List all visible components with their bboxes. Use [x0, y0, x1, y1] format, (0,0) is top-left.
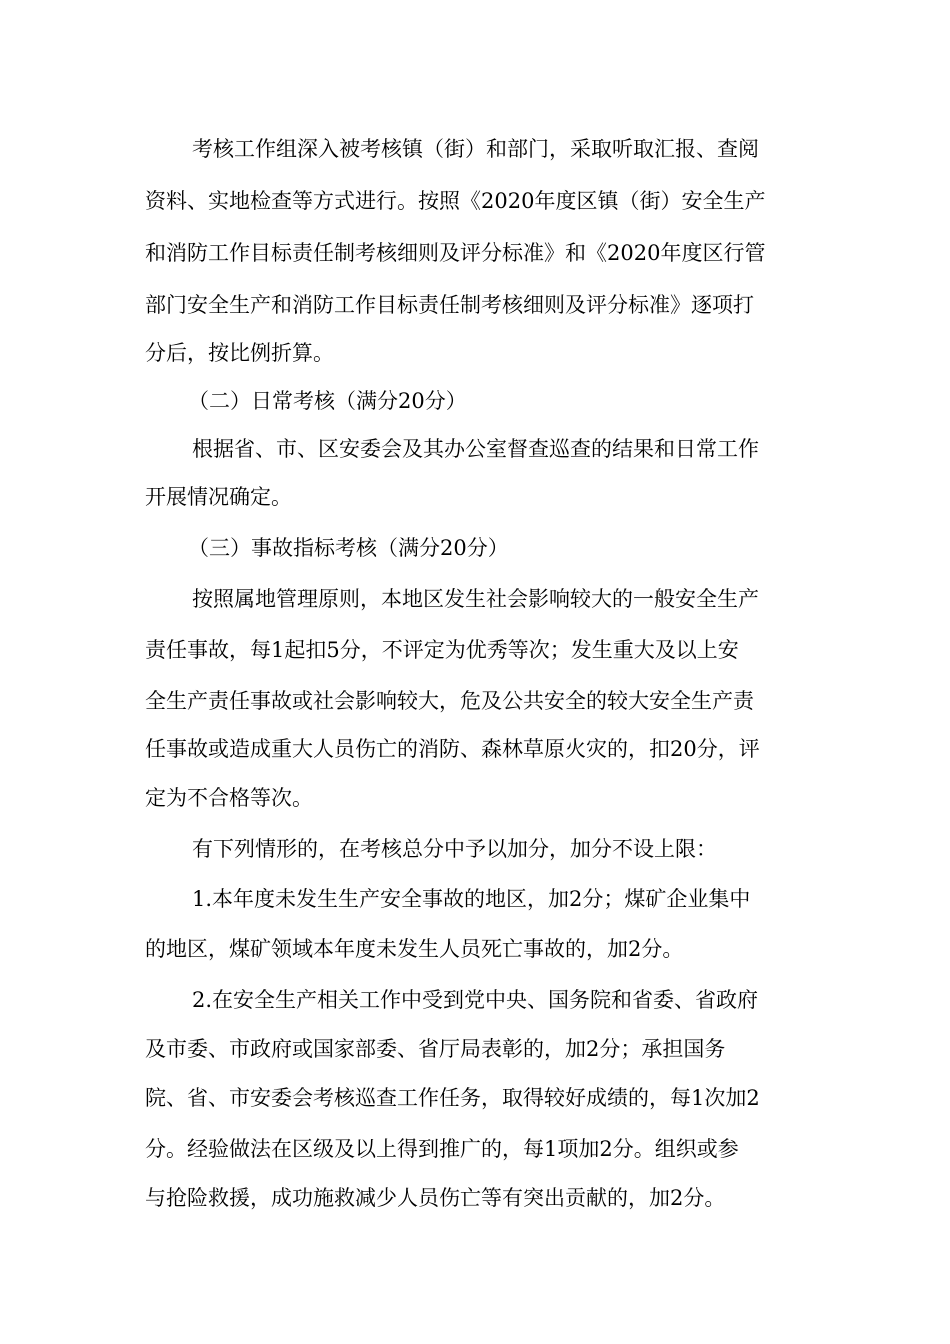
paragraph-line: 考核工作组深入被考核镇（街）和部门，采取听取汇报、查阅 [192, 137, 759, 161]
paragraph-line: 部门安全生产和消防工作目标责任制考核细则及评分标准》逐项打 [145, 293, 754, 317]
paragraph-line: 资料、实地检查等方式进行。按照《2020年度区镇（街）安全生产 [145, 189, 766, 213]
list-item-line: 1.本年度未发生生产安全事故的地区，加2分；煤矿企业集中 [192, 887, 751, 911]
paragraph-line: 开展情况确定。 [145, 485, 292, 509]
section-heading: （三）事故指标考核（满分20分） [188, 536, 509, 560]
section-heading: （二）日常考核（满分20分） [188, 389, 467, 413]
paragraph-line: 责任事故，每1起扣5分，不评定为优秀等次；发生重大及以上安 [145, 638, 739, 662]
paragraph-line: 分后，按比例折算。 [145, 341, 334, 365]
list-item-line: 2.在安全生产相关工作中受到党中央、国务院和省委、省政府 [192, 988, 759, 1012]
list-item-line: 分。经验做法在区级及以上得到推广的，每1项加2分。组织或参 [145, 1137, 739, 1161]
list-item-line: 及市委、市政府或国家部委、省厅局表彰的，加2分；承担国务 [145, 1037, 726, 1061]
list-item-line: 与抢险救援，成功施救减少人员伤亡等有突出贡献的，加2分。 [145, 1186, 726, 1210]
paragraph-line: 全生产责任事故或社会影响较大，危及公共安全的较大安全生产责 [145, 689, 754, 713]
paragraph-line: 有下列情形的，在考核总分中予以加分，加分不设上限： [192, 837, 717, 861]
paragraph-line: 按照属地管理原则，本地区发生社会影响较大的一般安全生产 [192, 587, 759, 611]
paragraph-line: 定为不合格等次。 [145, 786, 313, 810]
paragraph-line: 根据省、市、区安委会及其办公室督查巡查的结果和日常工作 [192, 437, 759, 461]
list-item-line: 的地区，煤矿领域本年度未发生人员死亡事故的，加2分。 [145, 937, 684, 961]
paragraph-line: 和消防工作目标责任制考核细则及评分标准》和《2020年度区行管 [145, 241, 766, 265]
paragraph-line: 任事故或造成重大人员伤亡的消防、森林草原火灾的，扣20分，评 [145, 737, 760, 761]
list-item-line: 院、省、市安委会考核巡查工作任务，取得较好成绩的，每1次加2 [145, 1086, 760, 1110]
